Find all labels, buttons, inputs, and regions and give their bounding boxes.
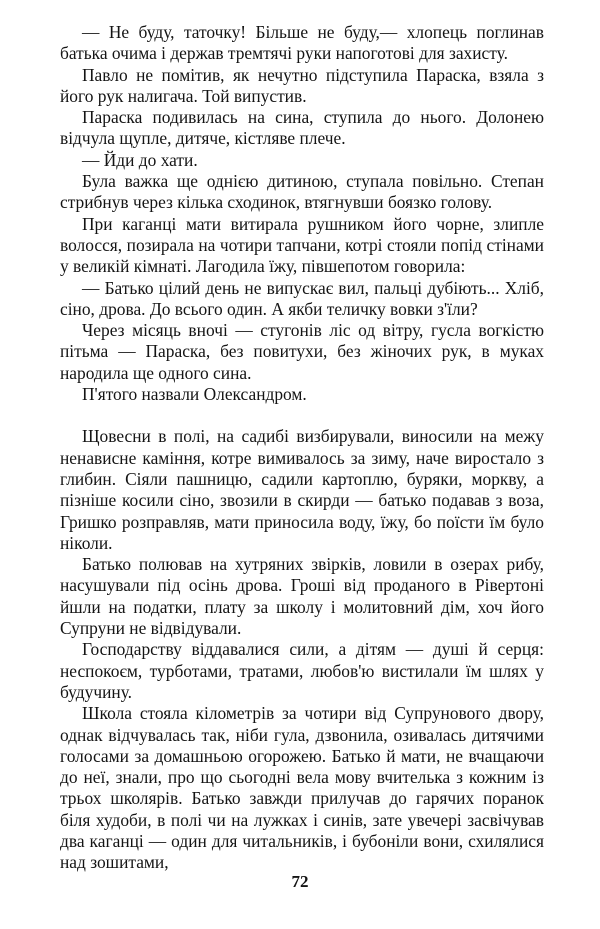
paragraph: Господарству віддавалися сили, а дітям — душі й серця: неспокоєм, турботами, тратами, любов'ю вистилали їм шлях у будучину. [60, 639, 544, 702]
paragraph: — Не буду, таточку! Більше не буду,— хлопець поглинав батька очима і держав тремтячі руки напоготові для захисту. [60, 22, 544, 64]
paragraph: Школа стояла кілометрів за чотири від Супрунового двору, однак відчувалась так, ніби гула, дзвонила, озивалась дитячими голосами за домашньою огорожею. Батько й мати, не вчащаючи до неї, знали, про що сьогодні вела мову вчителька з кожним із трьох школярів. Батько завжди прилучав до гарячих поранок біля худоби, в полі чи на лужках і синів, зате увечері засвічував два каганці — один для читальників, і бубоніли вони, схилялися над зошитами, [60, 703, 544, 873]
paragraph: Через місяць вночі — стугонів ліс од вітру, гусла вогкістю пітьма — Параска, без повитухи, без жіночих рук, в муках народила ще одного сина. [60, 320, 544, 383]
page-number: 72 [291, 872, 309, 891]
paragraph: Павло не помітив, як нечутно підступила Параска, взяла з його рук налигача. Той випустив. [60, 64, 544, 106]
paragraph: При каганці мати витирала рушником його чорне, злипле волосся, позирала на чотири тапчани, котрі стояли попід стінами у великій кімнаті. Лагодила їжу, півшепотом говорила: [60, 213, 544, 277]
paragraph: Щовесни в полі, на садибі визбирували, виносили на межу ненависне каміння, котре вимивалось за зиму, наче виростало з глибин. Сіяли пашницю, садили картоплю, буряки, моркву, а пізніше косили сіно, звозили в скирди — батько подавав з воза, Гришко розправляв, мати приносила воду, їжу, бо поїсти їм було ніколи. [60, 426, 544, 553]
paragraph: Була важка ще однією дитиною, ступала повільно. Степан стрибнув через кілька сходинок, втягнувши боязко голову. [60, 171, 544, 213]
section-break [60, 405, 544, 426]
paragraph: — Йди до хати. [82, 149, 198, 170]
paragraph: П'ятого назвали Олександром. [82, 384, 307, 405]
paragraph: Батько полював на хутряних звірків, ловили в озерах рибу, насушували під осінь дрова. Гроші від проданого в Рівертоні йшли на податки, плату за школу і молитовний дім, хоч його Супруни не відвідували. [60, 554, 544, 639]
page-text [60, 22, 544, 874]
paragraph: Параска подивилась на сина, ступила до нього. Долонею відчула щупле, дитяче, кістляве плече. [60, 107, 544, 149]
paragraph: — Батько цілий день не випускає вил, пальці дубіють... Хліб, сіно, дрова. До всього один. А якби теличку вовки з'їли? [60, 277, 544, 319]
